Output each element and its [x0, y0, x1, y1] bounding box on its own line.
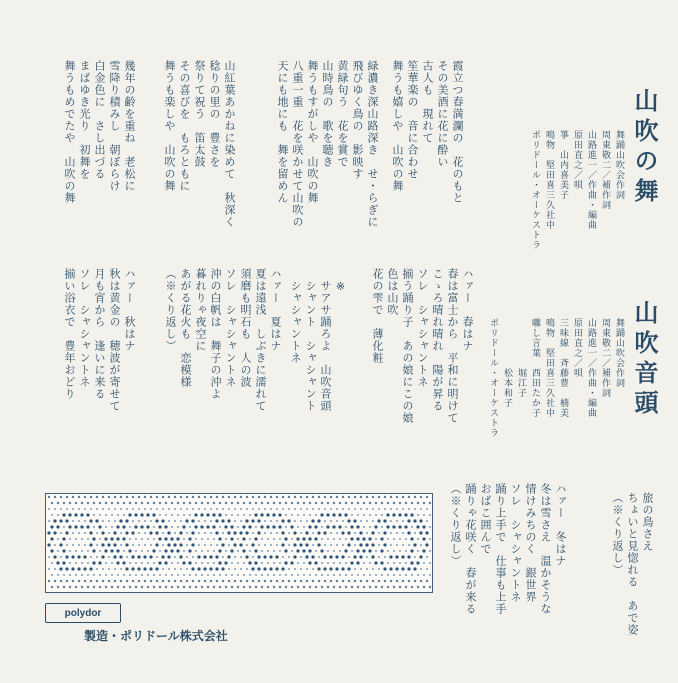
- credit-line: ポリドール・オーケストラ: [488, 318, 498, 438]
- credit-line: 原田直之／唄: [572, 130, 582, 190]
- decorative-pattern: [45, 493, 433, 593]
- lyric-line: （※くり返し）: [164, 268, 177, 352]
- lyric-line: ソレ シャシャントネ: [224, 268, 237, 388]
- credit-line: 松本和子: [502, 318, 512, 408]
- lyric-line: その美酒に花に酔い: [436, 60, 449, 168]
- lyric-line: その喜びを もろともに: [178, 60, 191, 192]
- lyric-line: ちょいと見惚れる あで姿: [626, 492, 639, 636]
- lyric-line: ハァー 春はナ: [461, 268, 474, 352]
- lyric-line: 八重一重 花を咲かせて山吹の: [291, 60, 304, 228]
- song1-verse-2: [305, 60, 380, 240]
- credit-line: ポリドール・オーケストラ: [530, 130, 540, 250]
- lyric-line: 春は富士から 平和に明けて: [446, 268, 459, 424]
- lyric-line: 情けみちのく 銀世界: [524, 483, 537, 603]
- lyric-line: ソレ シャシャントネ: [509, 483, 522, 603]
- credit-line: 周東敬二／補作詞: [600, 130, 610, 210]
- lyric-line: 秋は黄金の 穂波が寄せて: [108, 268, 121, 412]
- lyric-line: 緑濃き深山路深き せ・らぎに: [366, 60, 379, 228]
- lyric-line: 冬は雪さえ 温かそうな: [539, 483, 552, 615]
- lyric-line: 花の雫で 薄化粧: [371, 268, 384, 364]
- song2-title: 山吹音頭: [630, 300, 659, 420]
- song2-verse-1: [370, 268, 475, 468]
- lyric-line: ※: [334, 280, 347, 294]
- lyric-line: 霞立つ春満瀾の 花のもと: [451, 60, 464, 204]
- lyric-line: （※くり返し）: [611, 492, 624, 576]
- lyric-line: 舞うも楽しや 山吹の舞: [163, 60, 176, 192]
- song1-verse-4: [162, 60, 237, 250]
- lyric-line: 旅の鳥さえ: [641, 492, 654, 552]
- lyric-line: 舞うもすがしや 山吹の舞: [306, 60, 319, 204]
- lyric-line: シャシャントネ: [289, 280, 302, 364]
- lyric-line: サアサ踊ろよ 山吹音頭: [319, 280, 332, 412]
- song2-verse-4: [448, 483, 568, 673]
- lyric-line: 色は山吹: [386, 268, 399, 316]
- lyric-line: 幾年の齢を重ね 老松に: [123, 60, 136, 192]
- song1-verse-5: [62, 60, 137, 240]
- song2-verse-2: [163, 268, 283, 468]
- lyric-line: ソレ シャシャントネ: [416, 268, 429, 388]
- lyric-line: 暮れりゃ夜空に: [194, 268, 207, 352]
- credit-line: 箏 山内喜美子: [558, 130, 568, 200]
- credit-line: 周東敬二／補作詞: [600, 318, 610, 398]
- polydor-logo-box: [45, 603, 121, 623]
- credit-line: 原田直之／唄: [572, 318, 582, 378]
- lyric-line: シャント シャシャント: [304, 280, 317, 412]
- credit-line: 山路進一／作曲・編曲: [586, 130, 596, 230]
- lyric-line: ハァー 冬はナ: [554, 483, 567, 567]
- lyric-line: 山紅葉あかねに染めて 秋深く: [223, 60, 236, 228]
- lyric-line: 雪降り積みし 朝ぼらけ: [108, 60, 121, 192]
- credit-line: 山路進一／作曲・編曲: [586, 318, 596, 418]
- lyric-line: 天にも地にも 舞を留めん: [276, 60, 289, 204]
- credit-line: 鳴物 堅田喜三久社中: [544, 318, 554, 418]
- song1-verse-3: [275, 60, 305, 250]
- lyric-line: 祭りて祝う 笛太鼓: [193, 60, 206, 168]
- lyric-line: 舞うも嬉しや 山吹の舞: [391, 60, 404, 192]
- manufacturer-text: 製造・ポリドール株式会社: [84, 629, 228, 643]
- lyric-line: 須磨も明石も 人の波: [239, 268, 252, 388]
- credit-line: 囃し言葉 西田たか子: [530, 318, 540, 418]
- lyric-line: 夏は遠浅 しぶきに濡れて: [254, 268, 267, 412]
- polydor-logo-text: polydor: [64, 607, 102, 619]
- song1-verse-1: [390, 60, 465, 240]
- lyric-line: 沖の白帆は 舞子の沖よ: [209, 268, 222, 400]
- lyric-line: 舞うもめでたや 山吹の舞: [63, 60, 76, 204]
- lyric-line: おばこ囲んで: [479, 483, 492, 555]
- lyric-line: 山時鳥の 歌を聴き: [321, 60, 334, 168]
- polydor-logo: [45, 603, 119, 621]
- song2-credits: [486, 318, 626, 488]
- credit-line: 鳴物 堅田喜三久社中: [544, 130, 554, 230]
- song2-verse-5: [610, 492, 655, 662]
- credit-line: 三味線 斉藤豊 楠美: [558, 318, 568, 418]
- dot-pattern-graphic: [46, 494, 432, 592]
- lyric-line: 月も宵から 逢いに来る: [93, 268, 106, 400]
- credit-line: 舞踊山吹会作詞: [614, 130, 624, 200]
- credit-line: 舞踊山吹会作詞: [614, 318, 624, 388]
- lyric-line: まばゆき光り 初舞を: [78, 60, 91, 180]
- lyric-line: （※くり返し）: [449, 483, 462, 567]
- song2-chorus: [288, 280, 348, 470]
- lyric-line: 白金色に さし出づる: [93, 60, 106, 180]
- lyric-line: ソレ シャシャントネ: [78, 268, 91, 388]
- song2-verse-3: [62, 268, 137, 468]
- lyric-line: 飛びゆく鳥の 影映す: [351, 60, 364, 180]
- lyric-line: 踊り上手で 仕事も上手: [494, 483, 507, 615]
- lyric-line: 揃う踊り子 あの娘にこの娘: [401, 268, 414, 424]
- lyric-line: あがる花火も 恋模様: [179, 268, 192, 388]
- lyric-line: 揃い浴衣で 豊年おどり: [63, 268, 76, 400]
- lyric-line: 踊りゃ花咲く 春が来る: [464, 483, 477, 615]
- lyric-line: 笙華楽の 音に合わせ: [406, 60, 419, 180]
- lyric-line: ハァー 夏はナ: [269, 268, 282, 352]
- lyric-line: 稔りの里の 豊さを: [208, 60, 221, 168]
- lyric-line: ハァー 秋はナ: [123, 268, 136, 352]
- song1-credits: [528, 130, 626, 280]
- lyric-line: こゝろ晴れ晴れ 陽が昇る: [431, 268, 444, 412]
- song1-title: 山吹の舞: [630, 88, 659, 208]
- lyric-line: 黄緑句う 花を賞で: [336, 60, 349, 168]
- credit-line: 堀江子: [516, 318, 526, 398]
- lyric-line: 古人も 現れて: [421, 60, 434, 144]
